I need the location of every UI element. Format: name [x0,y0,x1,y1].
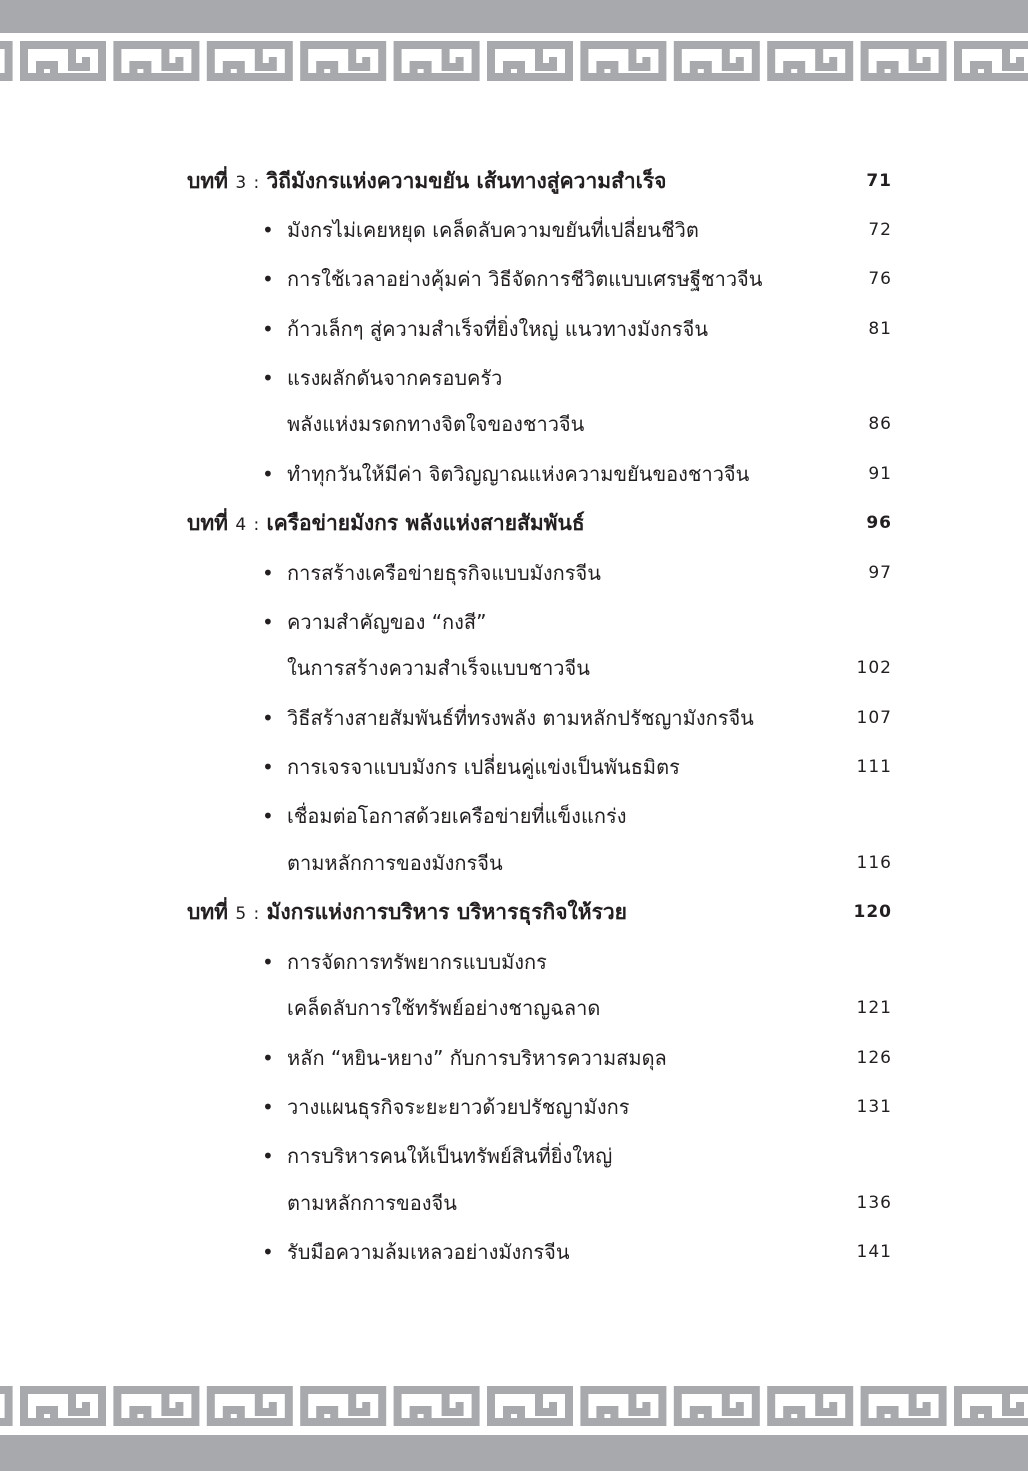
bullet-icon: • [262,366,274,390]
toc-entry-continuation[interactable] [0,1183,1028,1223]
bullet-icon: • [262,218,274,242]
bullet-icon: • [262,1240,274,1264]
toc-entry-continuation[interactable] [0,648,1028,688]
bullet-icon: • [262,804,274,828]
bullet-icon: • [262,950,274,974]
chapter-label [187,892,627,934]
chapter-title: วิถีมังกรแห่งความขยัน เส้นทางสู่ความสำเร็จ [266,169,667,193]
page-number: 72 [868,220,892,240]
page-number: 136 [856,1193,892,1213]
chapter-heading-5[interactable] [0,892,1028,932]
chapter-label [187,161,666,203]
entry-title-line2: ตามหลักการของมังกรจีน [287,851,503,875]
page-number: 86 [868,414,892,434]
entry-title: การบริหารคนให้เป็นทรัพย์สินที่ยิ่งใหญ่ [287,1144,613,1168]
entry-title: รับมือความล้มเหลวอย่างมังกรจีน [287,1240,570,1264]
bullet-icon: • [262,317,274,341]
entry-title-line2: เคล็ดลับการใช้ทรัพย์อย่างชาญฉลาด [287,996,601,1020]
toc-entry[interactable] [0,1232,1028,1272]
toc-entry[interactable] [0,602,1028,642]
page-number: 96 [866,513,892,533]
page-number: 76 [868,269,892,289]
toc-entry[interactable] [0,210,1028,250]
page-number: 121 [856,998,892,1018]
bullet-icon: • [262,706,274,730]
chapter-heading-4[interactable] [0,503,1028,543]
toc-entry[interactable] [0,1038,1028,1078]
chapter-title: เครือข่ายมังกร พลังแห่งสายสัมพันธ์ [266,511,585,535]
chapter-separator: : [253,904,260,924]
toc-entry-continuation[interactable] [0,404,1028,444]
chapter-prefix: บทที่ [187,169,229,193]
page-number: 131 [856,1097,892,1117]
bullet-icon: • [262,462,274,486]
chapter-label [187,503,585,545]
entry-title: หลัก “หยิน-หยาง” กับการบริหารความสมดุล [287,1046,667,1070]
toc-entry[interactable] [0,747,1028,787]
entry-title-line2: ตามหลักการของจีน [287,1191,457,1215]
entry-title: มังกรไม่เคยหยุด เคล็ดลับความขยันที่เปลี่ยนชีวิต [287,218,699,242]
entry-title-line2: ในการสร้างความสำเร็จแบบชาวจีน [287,656,590,680]
toc-entry[interactable] [0,309,1028,349]
page-number: 116 [856,853,892,873]
entry-title: ทำทุกวันให้มีค่า จิตวิญญาณแห่งความขยันของชาวจีน [287,462,750,486]
chapter-separator: : [253,173,260,193]
chapter-prefix: บทที่ [187,900,229,924]
toc-entry[interactable] [0,259,1028,299]
entry-title: เชื่อมต่อโอกาสด้วยเครือข่ายที่แข็งแกร่ง [287,804,627,828]
bullet-icon: • [262,755,274,779]
entry-title: การจัดการทรัพยากรแบบมังกร [287,950,547,974]
toc-entry[interactable] [0,942,1028,982]
bullet-icon: • [262,1095,274,1119]
toc-entry-continuation[interactable] [0,988,1028,1028]
bullet-icon: • [262,610,274,634]
page-number: 91 [868,464,892,484]
toc-entry[interactable] [0,1087,1028,1127]
bullet-icon: • [262,561,274,585]
chapter-number: 4 [235,515,247,535]
page-number: 111 [856,757,892,777]
entry-title: ความสำคัญของ “กงสี” [287,610,487,634]
entry-title: การสร้างเครือข่ายธุรกิจแบบมังกรจีน [287,561,601,585]
toc-entry[interactable] [0,454,1028,494]
bullet-icon: • [262,1046,274,1070]
toc-entry-continuation[interactable] [0,843,1028,883]
toc-entry[interactable] [0,796,1028,836]
toc-entry[interactable] [0,553,1028,593]
page-number: 126 [856,1048,892,1068]
page-number: 81 [868,319,892,339]
page-number: 71 [866,171,892,191]
page-number: 120 [853,902,892,922]
page-number: 97 [868,563,892,583]
chapter-number: 3 [235,173,247,193]
chapter-separator: : [253,515,260,535]
entry-title: การเจรจาแบบมังกร เปลี่ยนคู่แข่งเป็นพันธมิตร [287,755,680,779]
toc-entry[interactable] [0,698,1028,738]
entry-title: การใช้เวลาอย่างคุ้มค่า วิธีจัดการชีวิตแบบเศรษฐีชาวจีน [287,267,763,291]
chapter-number: 5 [235,904,247,924]
page-number: 102 [856,658,892,678]
chapter-prefix: บทที่ [187,511,229,535]
bullet-icon: • [262,1144,274,1168]
entry-title: ก้าวเล็กๆ สู่ความสำเร็จที่ยิ่งใหญ่ แนวทางมังกรจีน [287,317,709,341]
toc-entry[interactable] [0,358,1028,398]
toc-entry[interactable] [0,1136,1028,1176]
page-number: 141 [856,1242,892,1262]
entry-title: วางแผนธุรกิจระยะยาวด้วยปรัชญามังกร [287,1095,630,1119]
chapter-heading-3[interactable] [0,161,1028,201]
entry-title: วิธีสร้างสายสัมพันธ์ที่ทรงพลัง ตามหลักปรัชญามังกรจีน [287,706,754,730]
entry-title-line2: พลังแห่งมรดกทางจิตใจของชาวจีน [287,412,585,436]
page-number: 107 [856,708,892,728]
bullet-icon: • [262,267,274,291]
chapter-title: มังกรแห่งการบริหาร บริหารธุรกิจให้รวย [266,900,627,924]
entry-title: แรงผลักดันจากครอบครัว [287,366,503,390]
